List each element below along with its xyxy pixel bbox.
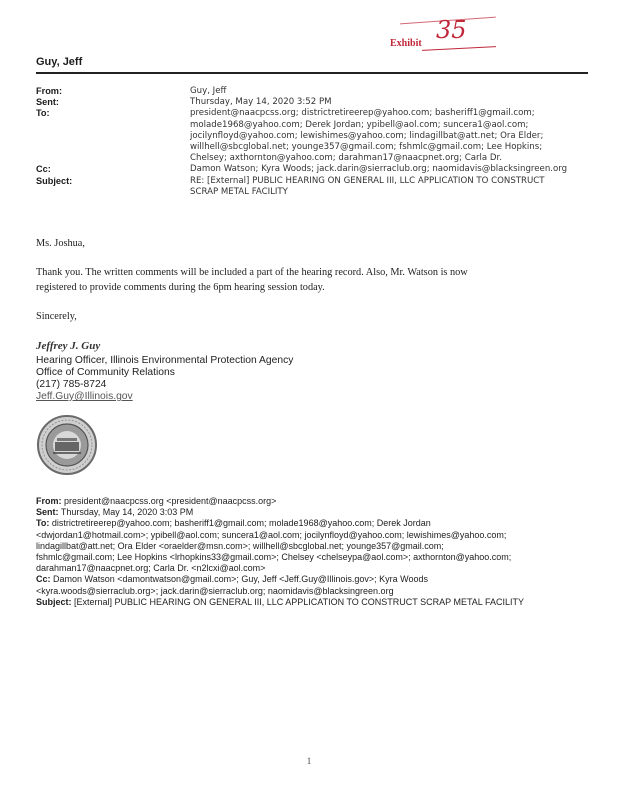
sender-name: Guy, Jeff — [36, 56, 83, 68]
to-line: president@naacpcss.org; districtretireerep@yahoo.com; basheriff1@gmail.com; — [190, 108, 535, 119]
fwd-from-label: From: — [36, 496, 62, 506]
fwd-cc-line: <kyra.woods@sierraclub.org>; jack.darin@sierraclub.org; naomidavis@blacksingreen.org — [36, 585, 394, 596]
sent-value: Thursday, May 14, 2020 3:52 PM — [190, 97, 332, 108]
header-subject-row — [36, 176, 588, 198]
email-header — [36, 86, 588, 198]
subject-value — [190, 176, 588, 198]
cc-value: Damon Watson; Kyra Woods; jack.darin@sierraclub.org; naomidavis@blacksingreen.org — [190, 164, 568, 175]
exhibit-number: 35 — [436, 16, 467, 44]
signature-title: Hearing Officer, Illinois Environmental Protection Agency — [36, 355, 294, 366]
subject-line: SCRAP METAL FACILITY — [190, 186, 288, 197]
fwd-sent-value: Thursday, May 14, 2020 3:03 PM — [60, 507, 194, 518]
to-line: jocilynfloyd@yahoo.com; lewishimes@yahoo.com; lindagillbat@att.net; Ora Elder; — [190, 130, 544, 141]
exhibit-label: Exhibit — [390, 38, 422, 49]
fwd-to-row — [36, 518, 596, 574]
agency-seal-icon — [36, 414, 98, 476]
signature-name: Jeffrey J. Guy — [36, 340, 101, 352]
subject-label: Subject: — [36, 175, 73, 186]
paragraph-line: Thank you. The written comments will be included a part of the hearing record. Also, Mr. Watson is now — [36, 267, 468, 278]
page-number: 1 — [306, 756, 312, 766]
fwd-to-line: fshmlc@gmail.com; Lee Hopkins <lrhopkins33@gmail.com>; Chelsey <chelseypa@aol.com>; axthornton@yahoo.com; — [36, 552, 512, 563]
subject-line: RE: [External] PUBLIC HEARING ON GENERAL III, LLC APPLICATION TO CONSTRUCT — [190, 175, 545, 186]
from-label: From: — [36, 86, 63, 96]
to-value — [190, 108, 588, 164]
sent-label: Sent: — [36, 97, 59, 108]
email-body — [36, 238, 588, 338]
signature-block — [36, 355, 293, 403]
fwd-to-line: <dwjordan1@hotmail.com>; ypibell@aol.com; suncera1@aol.com; jocilynfloyd@yahoo.com; lewishimes@yahoo.com; — [36, 529, 507, 540]
fwd-from-value: president@naacpcss.org <president@naacpcss.org> — [64, 496, 277, 506]
fwd-subject-label: Subject: — [36, 596, 72, 607]
closing: Sincerely, — [36, 311, 77, 322]
header-sent-row — [36, 97, 588, 108]
fwd-subject-value: [External] PUBLIC HEARING ON GENERAL III, LLC APPLICATION TO CONSTRUCT SCRAP METAL FACILITY — [74, 596, 524, 607]
fwd-to-line: districtretireerep@yahoo.com; basheriff1@gmail.com; molade1968@yahoo.com; Derek Jordan — [51, 518, 431, 529]
fwd-cc-line: Damon Watson <damontwatson@gmail.com>; Guy, Jeff <Jeff.Guy@Illinois.gov>; Kyra Woods — [53, 574, 428, 585]
signature-email-link[interactable]: Jeff.Guy@Illinois.gov — [36, 391, 133, 402]
header-cc-row — [36, 164, 588, 175]
to-line: molade1968@yahoo.com; Derek Jordan; ypibell@aol.com; suncera1@aol.com; — [190, 119, 529, 130]
greeting: Ms. Joshua, — [36, 238, 85, 249]
header-from-row — [36, 86, 588, 97]
signature-phone: (217) 785-8724 — [36, 379, 107, 390]
to-line: willhell@sbcglobal.net; younge357@gmail.com; fshmlc@gmail.com; Lee Hopkins; — [190, 142, 543, 153]
from-value: Guy, Jeff — [190, 86, 227, 96]
header-to-row — [36, 108, 588, 164]
fwd-sent-label: Sent: — [36, 507, 59, 518]
paragraph-line: registered to provide comments during the 6pm hearing session today. — [36, 282, 325, 293]
fwd-cc-row — [36, 574, 596, 596]
fwd-sent-row — [36, 507, 596, 518]
fwd-subject-row — [36, 597, 596, 608]
cc-label: Cc: — [36, 164, 51, 175]
signature-office: Office of Community Relations — [36, 367, 175, 378]
forwarded-message-header — [36, 496, 596, 608]
fwd-to-label: To: — [36, 518, 50, 529]
fwd-from-row — [36, 496, 596, 507]
to-label: To: — [36, 108, 50, 119]
exhibit-stamp — [386, 14, 504, 54]
header-divider — [36, 72, 588, 74]
to-line: Chelsey; axthornton@yahoo.com; darahman17@naacpnet.org; Carla Dr. — [190, 153, 502, 164]
fwd-to-line: lindagillbat@att.net; Ora Elder <oraelder@msn.com>; willhell@sbcglobal.net; younge357@gmail.com; — [36, 540, 444, 551]
fwd-cc-label: Cc: — [36, 574, 51, 585]
fwd-to-line: darahman17@naacpnet.org; Carla Dr. <n2lcxi@aol.com> — [36, 563, 266, 574]
stamp-underline — [422, 46, 496, 51]
body-paragraph — [36, 265, 588, 295]
